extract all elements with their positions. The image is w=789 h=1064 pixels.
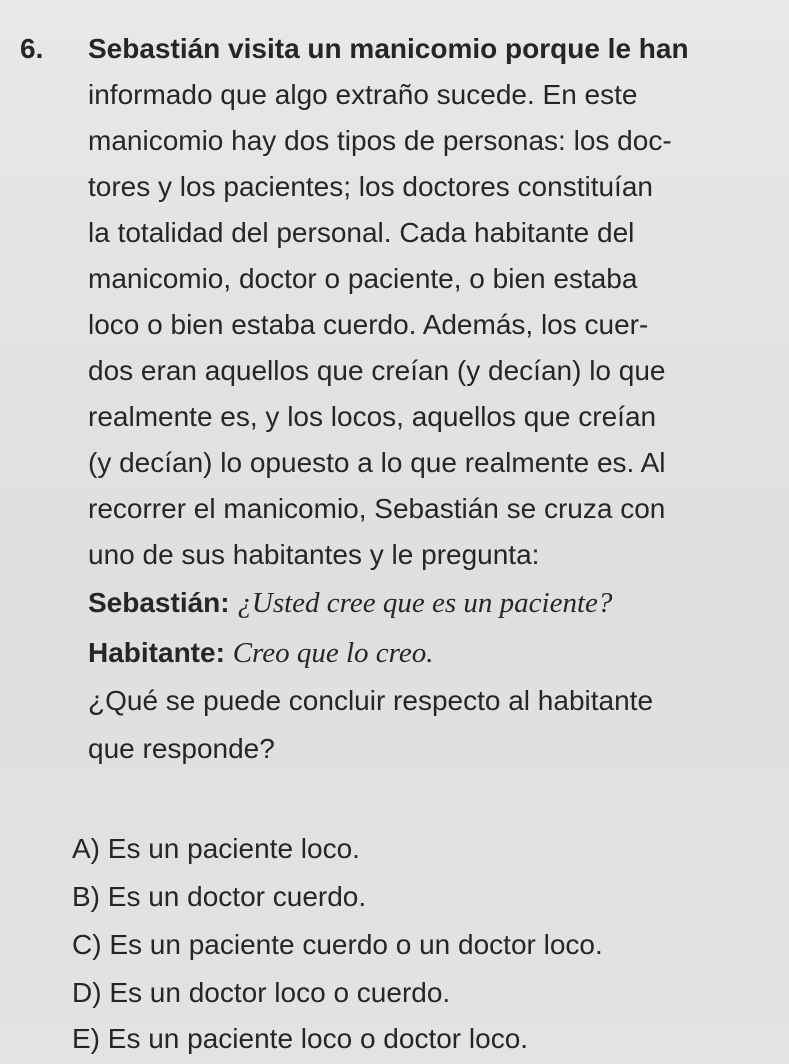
speaker-label: Sebastián: xyxy=(88,587,230,618)
text-line: realmente es, y los locos, aquellos que creían xyxy=(88,401,657,432)
option-text: Es un paciente loco o doctor loco. xyxy=(107,1023,529,1054)
option-text: Es un doctor loco o cuerdo. xyxy=(109,977,451,1008)
option-letter: E) xyxy=(72,1023,100,1054)
option-letter: A) xyxy=(72,833,100,864)
speech-text: Creo que lo creo. xyxy=(232,637,434,669)
prompt-line: ¿Qué se puede concluir respecto al habitante xyxy=(88,685,654,716)
text-line: uno de sus habitantes y le pregunta: xyxy=(88,539,540,570)
text-line: Sebastián visita un manicomio porque le han xyxy=(88,33,689,64)
option-text: Es un doctor cuerdo. xyxy=(107,881,367,912)
option-d[interactable] xyxy=(72,970,450,1016)
text-line: manicomio hay dos tipos de personas: los doc- xyxy=(88,125,672,156)
dialogue-sebastian xyxy=(88,580,612,626)
question-number: 6. xyxy=(20,33,44,64)
option-text: Es un paciente loco. xyxy=(107,833,360,864)
option-letter: B) xyxy=(72,881,100,912)
option-a[interactable] xyxy=(72,826,360,872)
text-line: tores y los pacientes; los doctores constituían xyxy=(88,171,653,202)
option-letter: C) xyxy=(72,929,102,960)
speaker-label: Habitante: xyxy=(88,637,225,668)
option-text: Es un paciente cuerdo o un doctor loco. xyxy=(109,929,603,960)
text-line: la totalidad del personal. Cada habitante del xyxy=(88,217,635,248)
text-line: dos eran aquellos que creían (y decían) lo que xyxy=(88,355,666,386)
option-letter: D) xyxy=(72,977,102,1008)
text-line: informado que algo extraño sucede. En este xyxy=(88,79,638,110)
text-line: loco o bien estaba cuerdo. Además, los cuer- xyxy=(88,309,649,340)
text-line: manicomio, doctor o paciente, o bien estaba xyxy=(88,263,638,294)
option-e[interactable] xyxy=(72,1016,528,1062)
speech-text: ¿Usted cree que es un paciente? xyxy=(237,587,613,619)
dialogue-habitante xyxy=(88,630,434,676)
text-line: (y decían) lo opuesto a lo que realmente es. Al xyxy=(88,447,666,478)
option-c[interactable] xyxy=(72,922,603,968)
option-b[interactable] xyxy=(72,874,366,920)
prompt-line: que responde? xyxy=(88,733,275,764)
text-line: recorrer el manicomio, Sebastián se cruza con xyxy=(88,493,666,524)
